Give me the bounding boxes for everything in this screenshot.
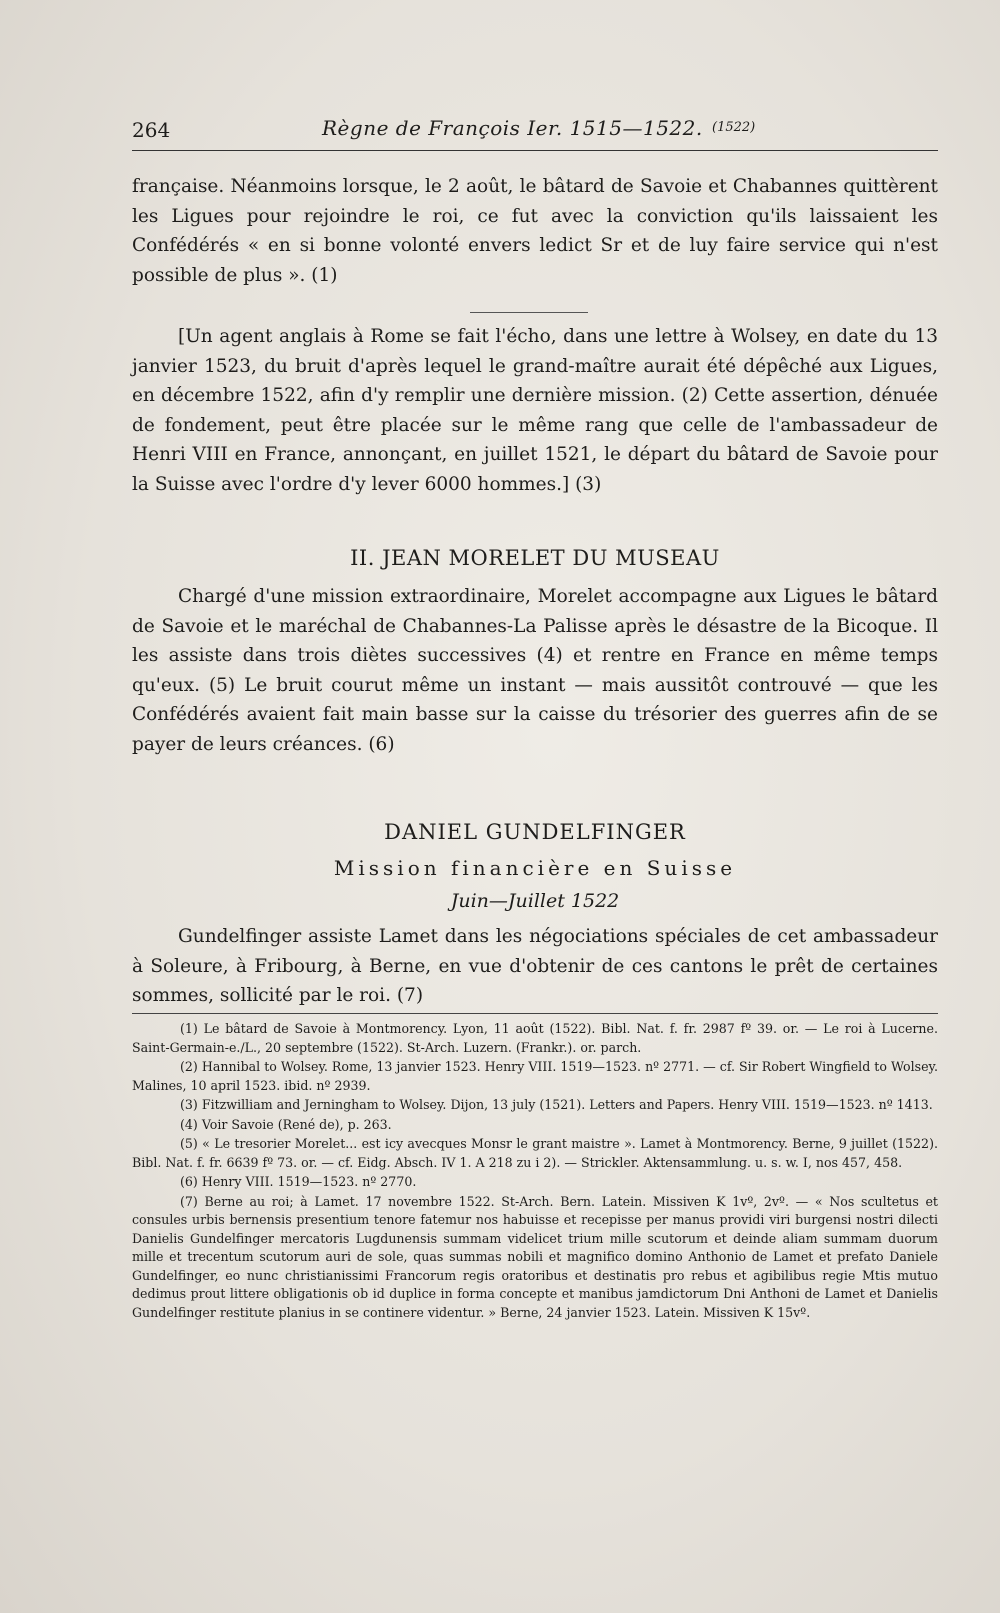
paragraph-4-text: Gundelfinger assiste Lamet dans les négociations spéciales de cet ambassadeur à Soleure, à Fribourg, à Berne, en vue d'obtenir de ces cantons le prêt de certaines sommes, sollicité par le roi. (7) xyxy=(132,926,938,1007)
header-rule xyxy=(132,150,938,151)
footnote-rule xyxy=(132,1013,938,1014)
mission-heading: Mission financière en Suisse xyxy=(333,856,737,880)
page-number: 264 xyxy=(132,118,171,142)
running-title: Règne de François Ier. 1515—1522. xyxy=(322,116,703,140)
footnote-4: (4) Voir Savoie (René de), p. 263. xyxy=(180,1116,392,1132)
separator-rule xyxy=(470,312,588,313)
footnote-1: (1) Le bâtard de Savoie à Montmorency. Lyon, 11 août (1522). Bibl. Nat. f. fr. 2987 fº 39. or. — Le roi à Lucerne. Saint-Germain-e./L., 20 septembre (1522). St-Arch. Luzern. (Frankr.). or. parch. xyxy=(132,1021,938,1055)
section-heading: II. JEAN MORELET DU MUSEAU xyxy=(350,546,720,570)
paragraph-2-text: [Un agent anglais à Rome se fait l'écho, dans une lettre à Wolsey, en date du 13 janvier 1523, du bruit d'après lequel le grand-maître aurait été dépêché aux Ligues, en décembre 1522, afin d'y remplir une dernière mission. (2) Cette assertion, dénuée de fondement, peut être placée sur le même rang que celle de l'ambassadeur de Henri VIII en France, annonçant, en juillet 1521, le départ du bâtard de Savoie pour la Suisse avec l'ordre d'y lever 6000 hommes.] (3) xyxy=(132,326,938,495)
footnote-5: (5) « Le tresorier Morelet... est icy avecques Monsr le grant maistre ». Lamet à Montmorency. Berne, 9 juillet (1522). Bibl. Nat. f. fr. 6639 fº 73. or. — cf. Eidg. Absch. IV 1. A 218 zu i 2). — Strickler. Aktensammlung. u. s. w. I, nos 457, 458. xyxy=(132,1136,938,1170)
paragraph-3 xyxy=(132,582,938,760)
paragraph-1-text: française. Néanmoins lorsque, le 2 août, le bâtard de Savoie et Chabannes quittèrent les Ligues pour rejoindre le roi, ce fut avec la conviction qu'ils laissaient les Confédérés « en si bonne volonté envers ledict Sr et de luy faire service qui n'est possible de plus ». (1) xyxy=(132,176,938,286)
footnote-3: (3) Fitzwilliam and Jerningham to Wolsey. Dijon, 13 july (1521). Letters and Papers. Henry VIII. 1519—1523. nº 1413. xyxy=(180,1097,933,1112)
running-header xyxy=(132,112,940,146)
person-heading: DANIEL GUNDELFINGER xyxy=(384,820,686,844)
paragraph-1 xyxy=(132,172,938,290)
paragraph-2 xyxy=(132,322,938,500)
footnote-7: (7) Berne au roi; à Lamet. 17 novembre 1522. St-Arch. Bern. Latein. Missiven K 1vº, 2vº. — « Nos scultetus et consules urbis bernensis presentium tenore fatemur nos habuisse et recepisse per manus providi viri burgensi nostri dilecti Danielis Gundelfinger mercatoris Lugdunensis summam videlicet trium mille scutorum et deinde aliam summam duorum mille et trecentum scutorum auri de sole, quas summas nobili et magnifico domino Anthonio de Lamet et prefato Daniele Gundelfinger, eo nunc christianissimi Francorum regis oratoribus et destinatis pro rebus et agibilibus regie Mtis mutuo dedimus prout littere obligationis ob id duplice in forma concepte et manibus jamdictorum Dni Anthoni de Lamet et Danielis Gundelfinger restitute planius in se continere videntur. » Berne, 24 janvier 1523. Latein. Missiven K 15vº. xyxy=(132,1193,938,1320)
footnote-2: (2) Hannibal to Wolsey. Rome, 13 janvier 1523. Henry VIII. 1519—1523. nº 2771. — cf. Sir Robert Wingfield to Wolsey. Malines, 10 april 1523. ibid. nº 2939. xyxy=(132,1059,938,1093)
year-tag: (1522) xyxy=(712,120,756,135)
paragraph-4 xyxy=(132,922,938,1011)
footnote-6: (6) Henry VIII. 1519—1523. nº 2770. xyxy=(180,1174,417,1189)
date-heading: Juin—Juillet 1522 xyxy=(450,890,620,912)
paragraph-3-text: Chargé d'une mission extraordinaire, Morelet accompagne aux Ligues le bâtard de Savoie et le maréchal de Chabannes-La Palisse après le désastre de la Bicoque. Il les assiste dans trois diètes successives (4) et rentre en France en même temps qu'eux. (5) Le bruit courut même un instant — mais aussitôt controuvé — que les Confédérés avaient fait main basse sur la caisse du trésorier des guerres afin de se payer de leurs créances. (6) xyxy=(132,586,938,755)
footnotes xyxy=(132,1020,938,1323)
